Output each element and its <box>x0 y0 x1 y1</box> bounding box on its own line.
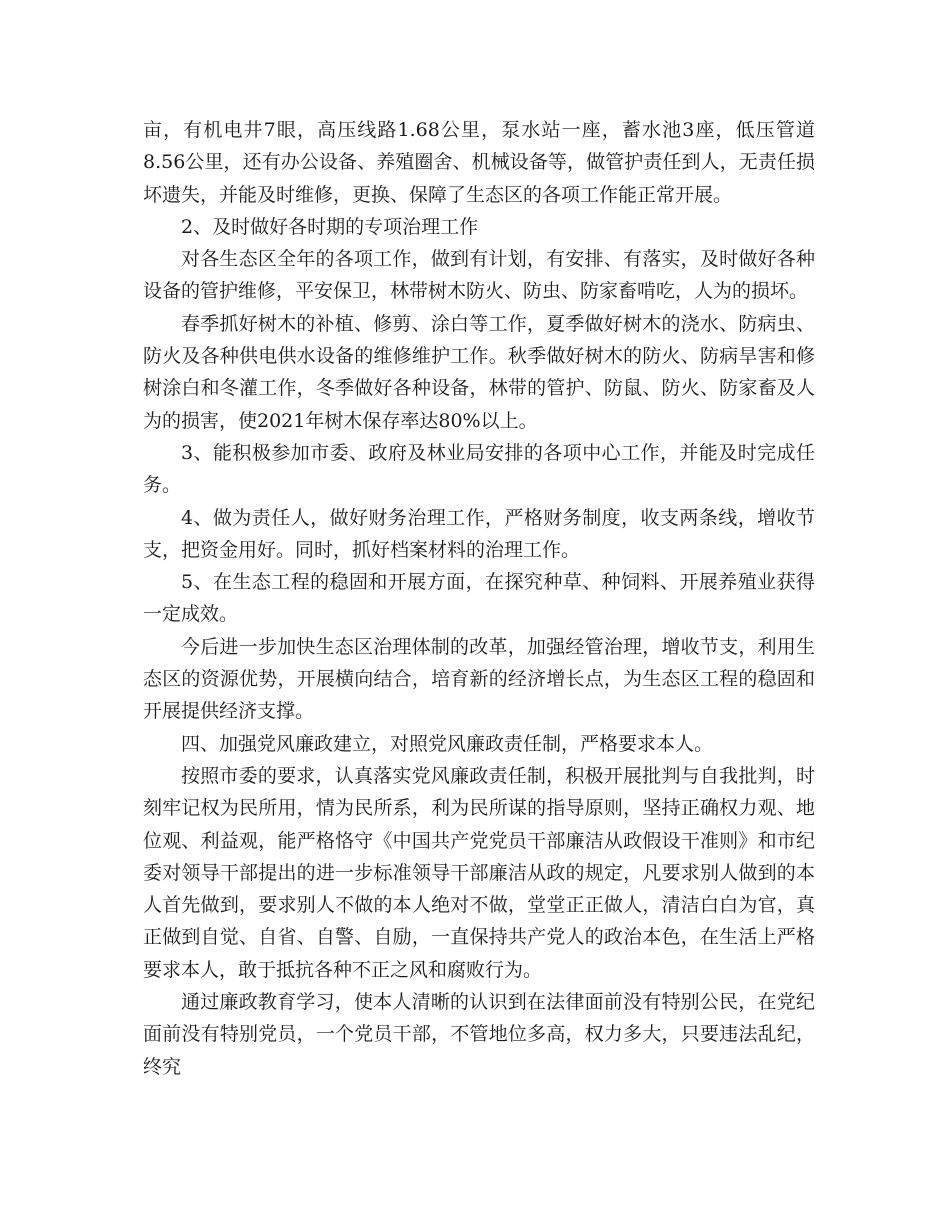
paragraph-4: 春季抓好树木的补植、修剪、涂白等工作，夏季做好树木的浇水、防病虫、防火及各种供电供水设备的维修维护工作。秋季做好树木的防火、防病旱害和修树涂白和冬灌工作，冬季做好各种设备，林带的管护、防鼠、防火、防家畜及人为的损害，使2021年树木保存率达80%以上。 <box>143 312 815 432</box>
paragraph-10: 按照市委的要求，认真落实党风廉政责任制，积极开展批判与自我批判，时刻牢记权为民所用，情为民所系，利为民所谋的指导原则，坚持正确权力观、地位观、利益观，能严格恪守《中国共产党党员干部廉洁从政假设干准则》和市纪委对领导干部提出的进一步标准领导干部廉洁从政的规定，凡要求别人做到的本人首先做到，要求别人不做的本人绝对不做，堂堂正正做人，清洁白白为官，真正做到自觉、自省、自警、自励，一直保持共产党人的政治本色，在生活上严格要求本人，敢于抵抗各种不正之风和腐败行为。 <box>143 764 815 981</box>
section-heading: 四、加强党风廉政建立，对照党风廉政责任制，严格要求本人。 <box>181 732 714 755</box>
paragraph-7: 5、在生态工程的稳固和开展方面，在探究种草、种饲料、开展养殖业获得一定成效。 <box>143 571 815 626</box>
paragraph-1: 亩，有机电井7眼，高压线路1.68公里，泵水站一座，蓄水池3座，低压管道8.56公里，还有办公设备、养殖圈舍、机械设备等，做管护责任到人，无责任损坏遗失，并能及时维修，更换、保障了生态区的各项工作能正常开展。 <box>143 119 815 206</box>
paragraph-2: 2、及时做好各时期的专项治理工作 <box>181 215 479 238</box>
paragraph-5: 3、能积极参加市委、政府及林业局安排的各项中心工作，并能及时完成任务。 <box>143 441 815 497</box>
paragraph-11: 通过廉政教育学习，使本人清晰的认识到在法律面前没有特别公民，在党纪面前没有特别党员，一个党员干部，不管地位多高，权力多大，只要违法乱纪，终究 <box>143 991 815 1078</box>
paragraph-6: 4、做为责任人，做好财务治理工作，严格财务制度，收支两条线，增收节支，把资金用好。同时，抓好档案材料的治理工作。 <box>143 506 815 561</box>
paragraph-8: 今后进一步加快生态区治理体制的改革，加强经管治理，增收节支，利用生态区的资源优势，开展横向结合，培育新的经济增长点，为生态区工程的稳固和开展提供经济支撑。 <box>143 635 815 723</box>
paragraph-3: 对各生态区全年的各项工作，做到有计划，有安排、有落实，及时做好各种设备的管护维修，平安保卫，林带树木防火、防虫、防家畜啃吃，人为的损坏。 <box>143 248 815 303</box>
document-body <box>143 114 815 1083</box>
